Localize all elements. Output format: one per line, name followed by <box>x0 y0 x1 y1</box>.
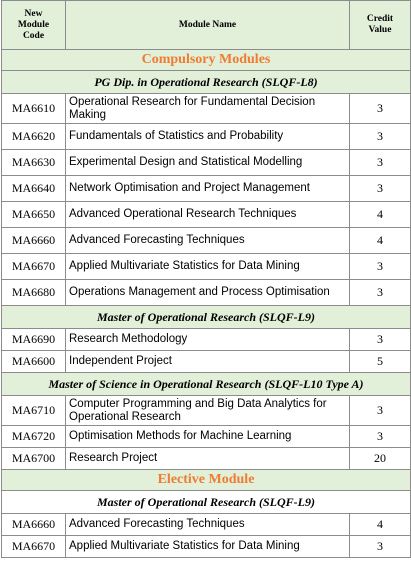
subsection-pg-dip <box>2 71 411 94</box>
header-credit-line: Credit <box>366 14 394 24</box>
table-row <box>2 94 411 124</box>
module-code: MA6690 <box>2 329 66 351</box>
module-name: Applied Multivariate Statistics for Data Mining <box>66 536 350 558</box>
credit-value: 3 <box>350 254 411 280</box>
credit-value: 3 <box>350 280 411 306</box>
module-name: Advanced Forecasting Techniques <box>66 514 350 536</box>
module-code: MA6670 <box>2 536 66 558</box>
module-code: MA6720 <box>2 426 66 448</box>
subsection-title: Master of Operational Research (SLQF-L9) <box>2 306 411 329</box>
credit-value: 5 <box>350 351 411 373</box>
module-name: Applied Multivariate Statistics for Data Mining <box>66 254 350 280</box>
table-row <box>2 426 411 448</box>
module-name: Computer Programming and Big Data Analytics for Operational Research <box>66 396 350 426</box>
table-header-row <box>2 1 411 50</box>
table-row <box>2 448 411 470</box>
module-name: Operations Management and Process Optimisation <box>66 280 350 306</box>
credit-value: 4 <box>350 514 411 536</box>
subsection-title: Master of Operational Research (SLQF-L9) <box>2 491 411 514</box>
subsection-title: PG Dip. in Operational Research (SLQF-L8) <box>2 71 411 94</box>
credit-value: 3 <box>350 396 411 426</box>
table-row <box>2 351 411 373</box>
subsection-master-or <box>2 306 411 329</box>
section-compulsory <box>2 50 411 71</box>
module-name: Research Project <box>66 448 350 470</box>
credit-value: 3 <box>350 124 411 150</box>
credit-value: 3 <box>350 176 411 202</box>
header-code-line: Code <box>22 30 45 41</box>
credit-value: 20 <box>350 448 411 470</box>
table-row <box>2 396 411 426</box>
header-code-line: New <box>24 8 43 19</box>
table-row <box>2 150 411 176</box>
section-title: Elective Module <box>2 470 411 491</box>
table-row <box>2 202 411 228</box>
header-code-line: Module <box>17 19 50 30</box>
module-code: MA6660 <box>2 228 66 254</box>
module-code: MA6650 <box>2 202 66 228</box>
module-name: Advanced Forecasting Techniques <box>66 228 350 254</box>
credit-value: 3 <box>350 150 411 176</box>
header-credit <box>350 1 411 50</box>
credit-value: 3 <box>350 536 411 558</box>
module-code: MA6600 <box>2 351 66 373</box>
credit-value: 4 <box>350 202 411 228</box>
subsection-elective-master-or <box>2 491 411 514</box>
subsection-msc-or <box>2 373 411 396</box>
module-name: Operational Research for Fundamental Decision Making <box>66 94 350 124</box>
table-row <box>2 176 411 202</box>
section-elective <box>2 470 411 491</box>
module-name: Research Methodology <box>66 329 350 351</box>
table-row <box>2 514 411 536</box>
table-row <box>2 228 411 254</box>
table-row <box>2 124 411 150</box>
table-row <box>2 254 411 280</box>
header-name: Module Name <box>66 1 350 50</box>
module-name: Network Optimisation and Project Management <box>66 176 350 202</box>
module-code: MA6680 <box>2 280 66 306</box>
module-code: MA6670 <box>2 254 66 280</box>
module-code: MA6610 <box>2 94 66 124</box>
table-row <box>2 329 411 351</box>
module-code: MA6710 <box>2 396 66 426</box>
module-code: MA6660 <box>2 514 66 536</box>
header-code <box>2 1 66 50</box>
table-row <box>2 280 411 306</box>
credit-value: 3 <box>350 426 411 448</box>
credit-value: 4 <box>350 228 411 254</box>
module-code: MA6630 <box>2 150 66 176</box>
module-name: Experimental Design and Statistical Modelling <box>66 150 350 176</box>
module-name: Advanced Operational Research Techniques <box>66 202 350 228</box>
table-row <box>2 536 411 558</box>
module-name: Fundamentals of Statistics and Probability <box>66 124 350 150</box>
section-title: Compulsory Modules <box>2 50 411 71</box>
module-name: Optimisation Methods for Machine Learning <box>66 426 350 448</box>
module-code: MA6700 <box>2 448 66 470</box>
subsection-title: Master of Science in Operational Research (SLQF-L10 Type A) <box>2 373 411 396</box>
credit-value: 3 <box>350 329 411 351</box>
module-name: Independent Project <box>66 351 350 373</box>
module-table <box>1 0 411 558</box>
header-credit-line: Value <box>368 25 392 35</box>
module-code: MA6640 <box>2 176 66 202</box>
module-code: MA6620 <box>2 124 66 150</box>
credit-value: 3 <box>350 94 411 124</box>
